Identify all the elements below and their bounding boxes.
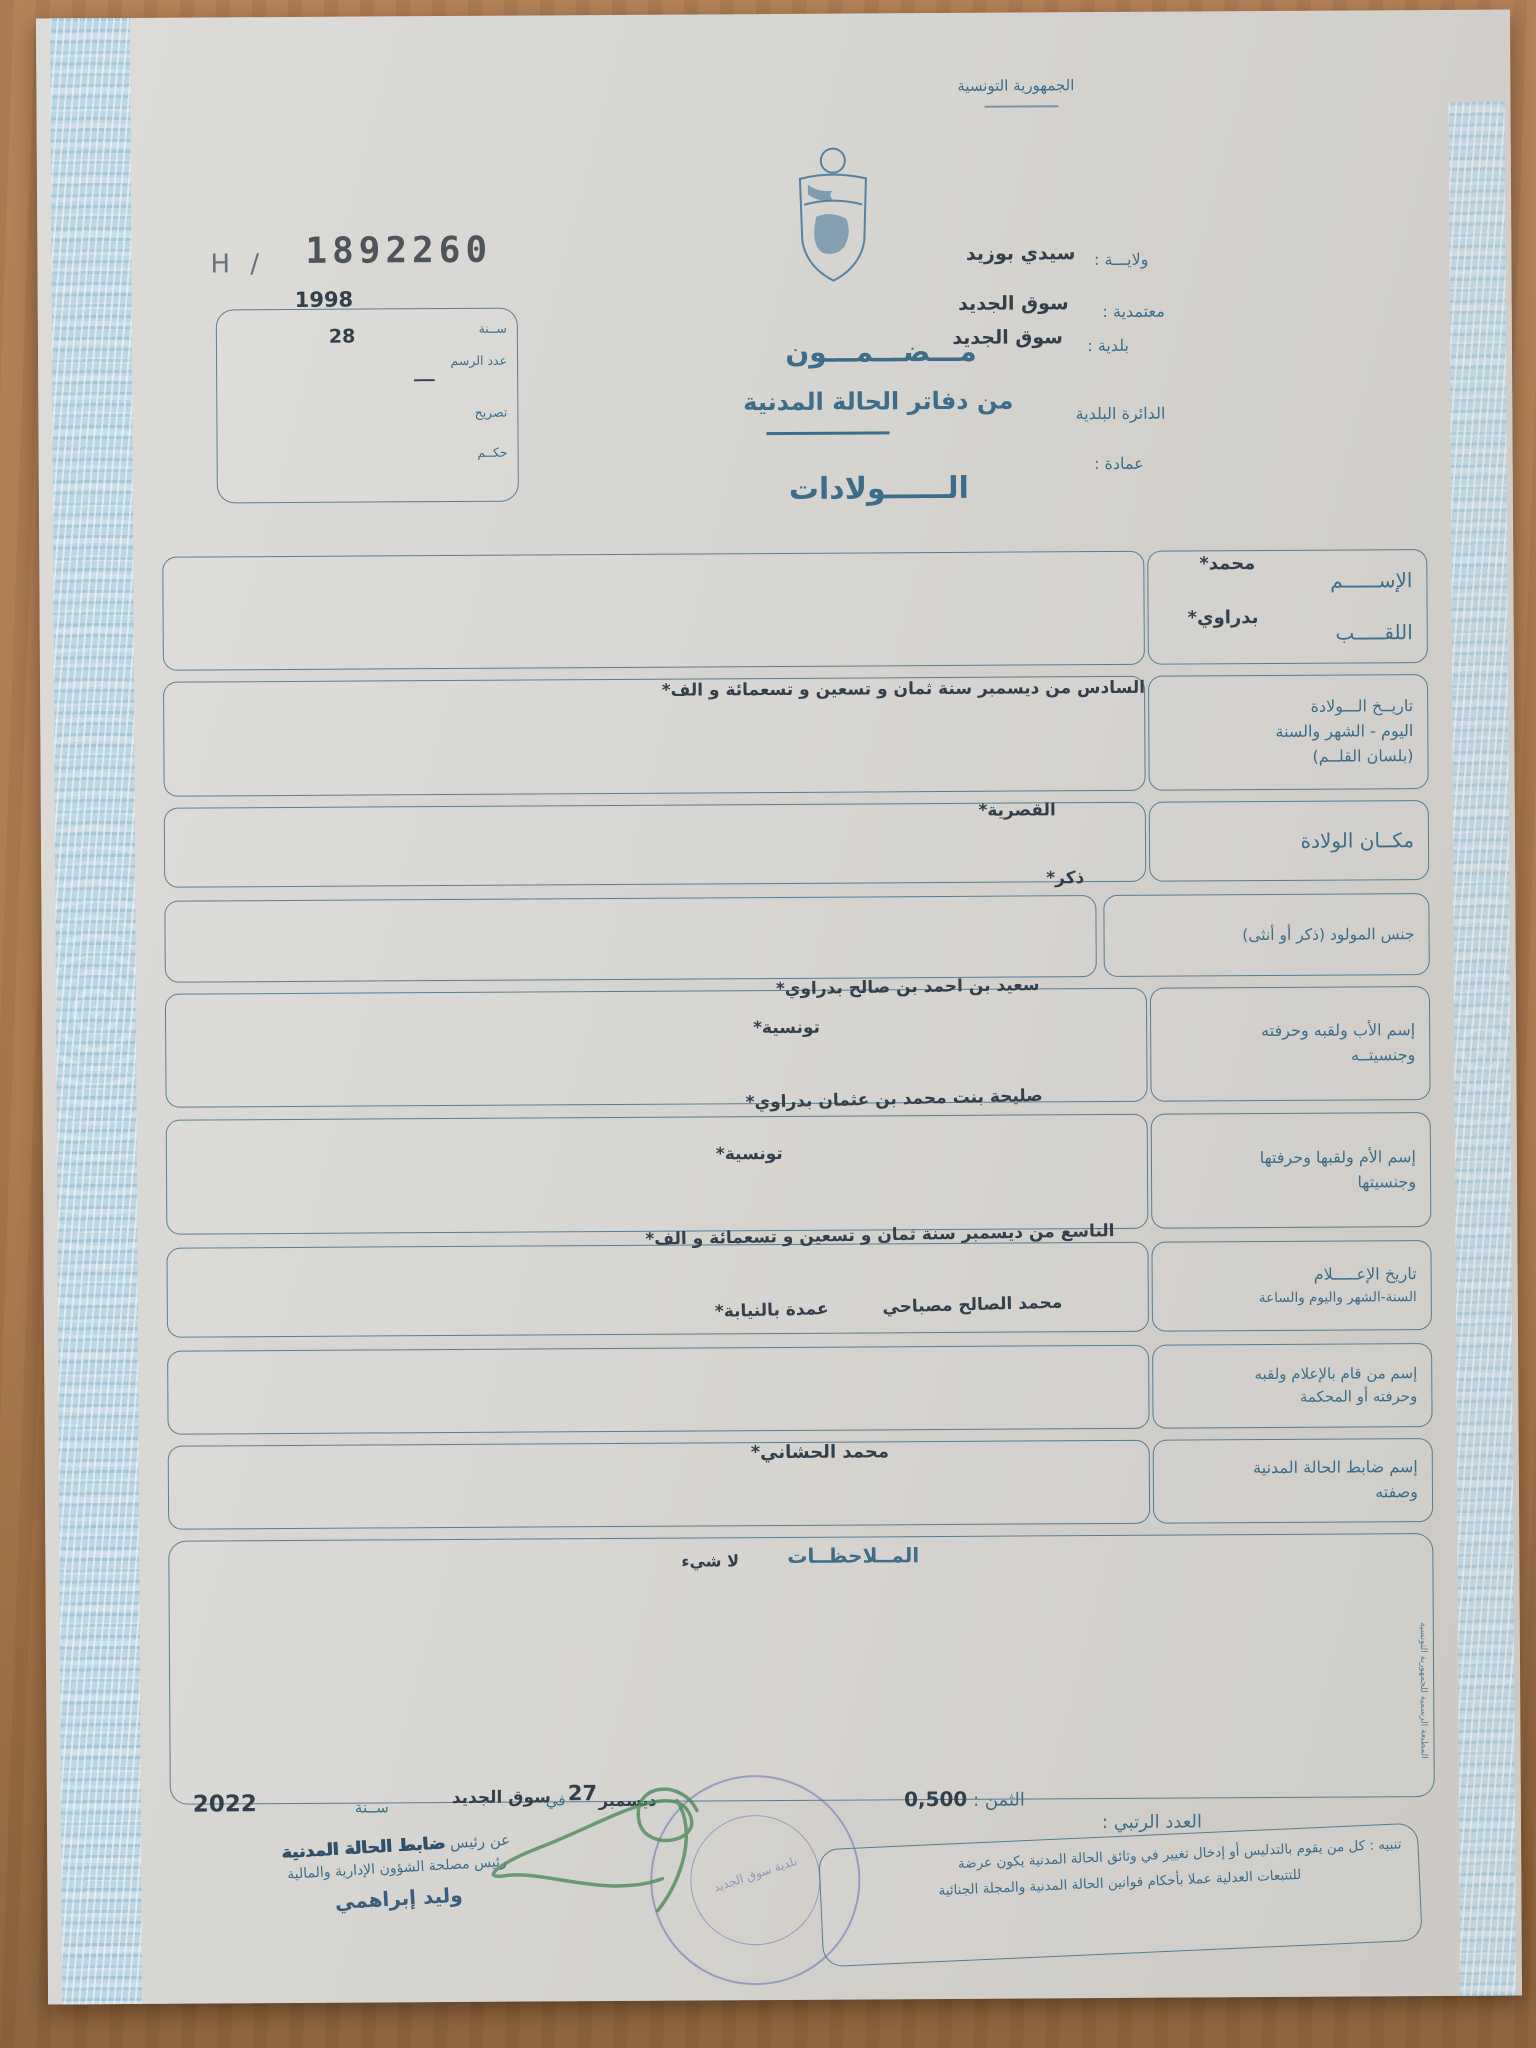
stamp-text: بلدية سوق الجديد <box>711 1853 799 1895</box>
field-label-governorate: ولايـــة : <box>1093 249 1149 270</box>
label-cell-father <box>1150 986 1431 1102</box>
field-value-municipality: سوق الجديد <box>952 326 1063 349</box>
label-cell-gender <box>1103 893 1429 977</box>
field-label-municipal-district: الدائرة البلدية <box>1075 403 1166 424</box>
value-father-name: سعيد بن احمد بن صالح بدراوي* <box>776 975 1041 1000</box>
title-underline <box>766 431 889 434</box>
scanned-paper <box>36 10 1522 2005</box>
warning-line1: تنبيه : كل من يقوم بالتدليس أو إدخال تغيير في وثائق الحالة المدنية يكون عرضة <box>957 1836 1402 1873</box>
value-cell-notifier <box>167 1345 1149 1435</box>
label-notifier-2: وحرفته أو المحكمة <box>1299 1387 1418 1406</box>
value-birth-date: السادس من ديسمبر سنة ثمان و تسعين و تسعمائة و الف* <box>661 677 1146 701</box>
value-father-nationality: تونسية* <box>753 1017 821 1039</box>
warning-line2: للتتبعات العدلية عملا بأحكام قوانين الحالة المدنية والمجلة الجنائية <box>938 1866 1302 1899</box>
issue-month: ديسمبر <box>598 1790 657 1811</box>
value-first-name: محمد* <box>1199 553 1256 575</box>
issue-place: سوق الجديد <box>451 1787 551 1809</box>
title-registers: من دفاتر الحالة المدنية <box>743 386 1014 417</box>
notes-value: لا شيء <box>681 1551 740 1571</box>
issue-year-word: ســنة <box>354 1798 389 1817</box>
title-births: الــــــولادات <box>788 470 969 507</box>
value-mother-nationality: تونسية* <box>715 1143 783 1165</box>
stamp-box-label-judgment: حكــم <box>477 444 508 460</box>
field-label-omda: عمادة : <box>1093 453 1144 474</box>
price-line <box>904 1787 1025 1812</box>
field-value-governorate: سيدي بوزيد <box>965 242 1076 265</box>
left-guilloche-band <box>50 18 142 2004</box>
label-cell-birth-date <box>1148 674 1429 791</box>
stamp-box-label-fee: عدد الرسم <box>450 352 508 368</box>
label-cell-mother <box>1151 1112 1432 1229</box>
notes-box <box>168 1533 1435 1805</box>
stamp-box <box>216 287 519 504</box>
value-notifier-capacity: عمدة بالنيابة* <box>714 1298 829 1323</box>
label-officer-2: وصفته <box>1375 1482 1419 1502</box>
field-label-delegation: معتمدية : <box>1102 301 1165 322</box>
warning-box <box>818 1823 1423 1968</box>
label-birth-place: مكــان الولادة <box>1300 827 1415 853</box>
signature-emph: ضابط الحالة المدنية <box>280 1833 446 1864</box>
value-cell-mother <box>166 1114 1149 1235</box>
value-birth-place: القصرية* <box>978 800 1056 821</box>
label-mother-2: وجنسيتها <box>1357 1171 1417 1191</box>
stamp-box-year: 1998 <box>294 287 354 312</box>
label-notification-date-2: السنة-الشهر واليوم والساعة <box>1258 1289 1417 1307</box>
label-notifier-1: إسم من قام بالإعلام ولقبه <box>1254 1363 1418 1383</box>
right-guilloche-band <box>1448 102 1516 1996</box>
stamp-box-dash: ــــ <box>414 367 435 386</box>
label-first-name: الإســــــم <box>1330 567 1413 593</box>
label-surname: اللقـــــب <box>1335 619 1413 645</box>
issue-fi: في <box>545 1791 566 1810</box>
signature-name: وليد إبراهمي <box>334 1882 464 1915</box>
title-extract: مـــضـــمـــون <box>785 334 977 369</box>
republic-underline <box>984 105 1058 107</box>
label-officer-1: إسم ضابط الحالة المدنية <box>1253 1457 1418 1478</box>
label-birth-date-1: تاريــخ الـــولادة <box>1310 696 1414 717</box>
value-surname: بدراوي* <box>1187 607 1259 629</box>
signature-prefix: عن رئيس <box>449 1830 511 1853</box>
value-cell-gender <box>164 895 1096 983</box>
notifier-gap <box>834 1313 876 1314</box>
label-father-2: وجنسيتــه <box>1350 1045 1416 1065</box>
issue-day: 27 <box>567 1781 598 1806</box>
label-gender: جنس المولود (ذكر أو أنثى) <box>1242 925 1415 945</box>
value-cell-officer <box>168 1440 1150 1530</box>
label-notification-date-1: تاريخ الإعـــــلام <box>1313 1264 1417 1284</box>
value-cell-notification-date <box>166 1242 1149 1338</box>
tunisia-coat-of-arms-icon <box>790 144 877 287</box>
label-cell-officer <box>1153 1438 1434 1524</box>
stamp-box-label-declaration: تصريح <box>474 404 508 420</box>
label-cell-notification-date <box>1151 1240 1432 1332</box>
value-mother-name: صليحة بنت محمد بن عثمان بدراوي* <box>745 1085 1043 1113</box>
signature-role: رئيس مصلحة الشؤون الإدارية والمالية <box>286 1853 508 1883</box>
field-label-municipality: بلدية : <box>1087 335 1130 356</box>
label-mother-1: إسم الأم ولقبها وحرفتها <box>1259 1146 1416 1167</box>
field-value-delegation: سوق الجديد <box>958 292 1069 315</box>
stamp-box-count: 28 <box>328 325 356 348</box>
value-officer: محمد الحشاني* <box>750 1441 890 1464</box>
order-number-label: العدد الرتبي : <box>1101 1811 1203 1834</box>
label-birth-date-2: اليوم - الشهر والسنة <box>1275 721 1414 742</box>
label-birth-date-3: (بلسان القلــم) <box>1312 746 1414 766</box>
label-father-1: إسم الأب ولقبه وحرفته <box>1261 1020 1416 1041</box>
pen-signature-scribble <box>447 1770 788 1942</box>
value-notifier-name: محمد الصالح مصباحي <box>881 1292 1063 1318</box>
stamp-box-label-year: ســنة <box>478 320 507 336</box>
label-cell-notifier <box>1152 1343 1433 1429</box>
notes-title: المــلاحظــات <box>787 1543 920 1568</box>
label-cell-birth-place <box>1149 800 1429 882</box>
value-cell-name <box>162 551 1145 671</box>
price-label: الثمن : <box>972 1789 1025 1811</box>
republic-title: الجمهورية التونسية <box>957 76 1075 95</box>
serial-prefix: H / <box>210 249 266 280</box>
printing-house-note: المطبعة الرسمية للجمهورية التونسية <box>1417 1622 1429 1759</box>
serial-number: 1892260 <box>305 229 493 272</box>
issue-year: 2022 <box>192 1791 257 1818</box>
price-value: 0,500 <box>903 1786 968 1812</box>
value-notification-date: التاسع من ديسمبر سنة ثمان و تسعين و تسعمائة و الف* <box>645 1221 1115 1250</box>
value-gender: ذكر* <box>1046 868 1085 889</box>
